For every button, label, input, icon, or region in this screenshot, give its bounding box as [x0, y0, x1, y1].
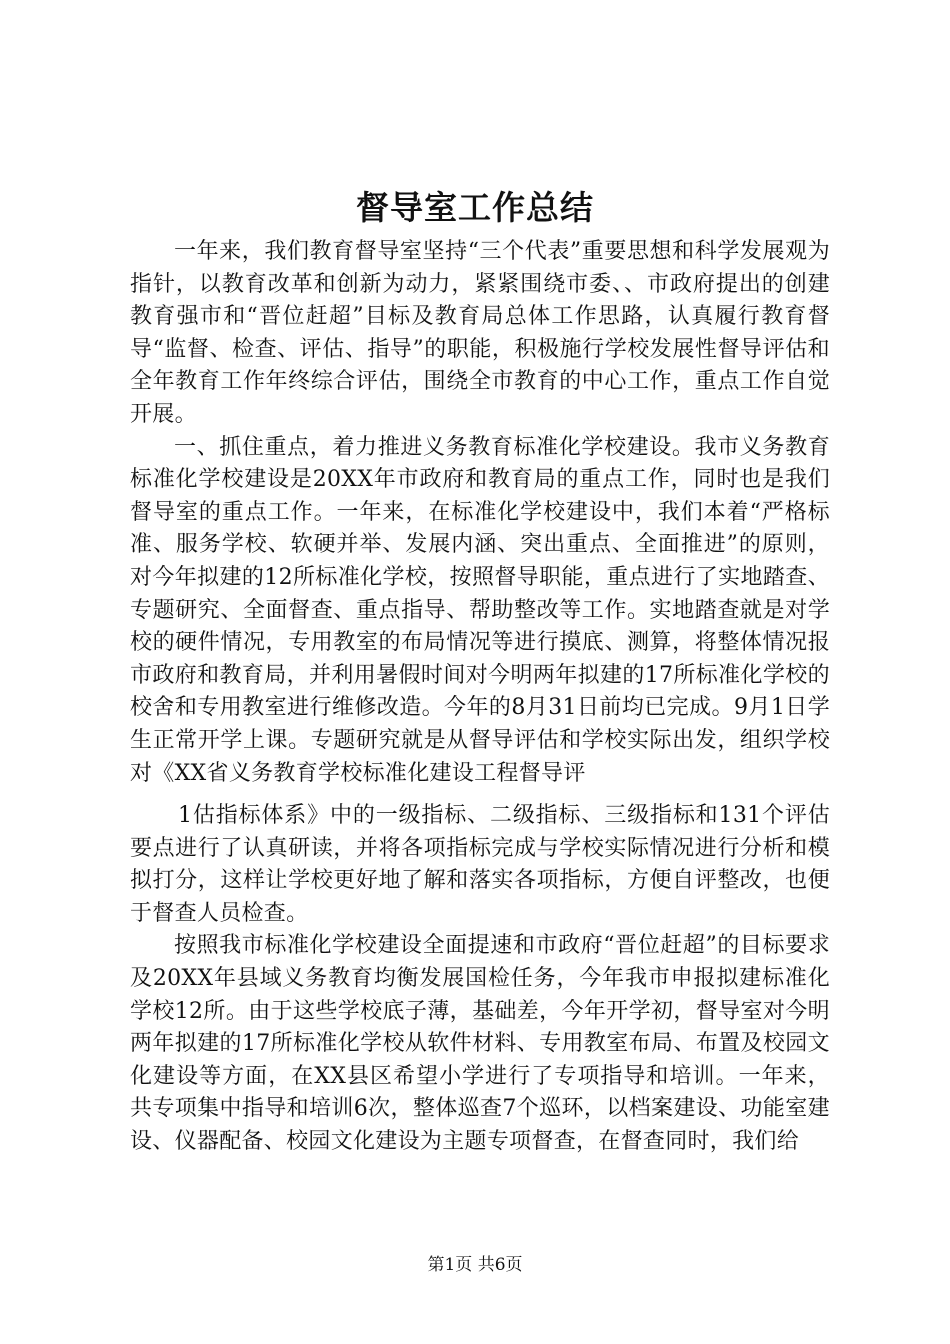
document-title: 督导室工作总结	[356, 188, 594, 227]
paragraph-intro: 一年来，我们教育督导室坚持“三个代表”重要思想和科学发展观为指针，以教育改革和创新为动力，紧紧围绕市委、、市政府提出的创建教育强市和“晋位赶超”目标及教育局总体工作思路，认真履行教育督导“监督、检查、评估、指导”的职能，积极施行学校发展性督导评估和全年教育工作年终综合评估，围绕全市教育的中心工作，重点工作自觉开展。	[130, 239, 830, 427]
document-body	[130, 236, 830, 1159]
page-footer: 第1页 共6页	[427, 1255, 523, 1275]
paragraph-continued: 1估指标体系》中的一级指标、二级指标、三级指标和131个评估要点进行了认真研读，并将各项指标完成与学校实际情况进行分析和模拟打分，这样让学校更好地了解和落实各项指标，方便自评整改，也便于督查人员检查。	[130, 803, 830, 926]
paragraph-standardization: 按照我市标准化学校建设全面提速和市政府“晋位赶超”的目标要求及20XX年县域义务教育均衡发展国检任务，今年我市申报拟建标准化学校12所。由于这些学校底子薄，基础差，今年开学初，督导室对今明两年拟建的17所标准化学校从软件材料、专用教室布局、布置及校园文化建设等方面，在XX县区希望小学进行了专项指导和培训。一年来，共专项集中指导和培训6次，整体巡查7个巡环，以档案建设、功能室建设、仪器配备、校园文化建设为主题专项督查，在督查同时，我们给	[130, 933, 830, 1155]
paragraph-gap	[130, 790, 830, 800]
paragraph-section-one: 一、抓住重点，着力推进义务教育标准化学校建设。我市义务教育标准化学校建设是20XX年市政府和教育局的重点工作，同时也是我们督导室的重点工作。一年来，在标准化学校建设中，我们本着“严格标准、服务学校、软硬并举、发展内涵、突出重点、全面推进”的原则，对今年拟建的12所标准化学校，按照督导职能，重点进行了实地踏查、专题研究、全面督查、重点指导、帮助整改等工作。实地踏查就是对学校的硬件情况，专用教室的布局情况等进行摸底、测算，将整体情况报市政府和教育局，并利用暑假时间对今明两年拟建的17所标准化学校的校舍和专用教室进行维修改造。今年的8月31日前均已完成。9月1日学生正常开学上课。专题研究就是从督导评估和学校实际出发，组织学校对《XX省义务教育学校标准化建设工程督导评	[130, 434, 830, 786]
